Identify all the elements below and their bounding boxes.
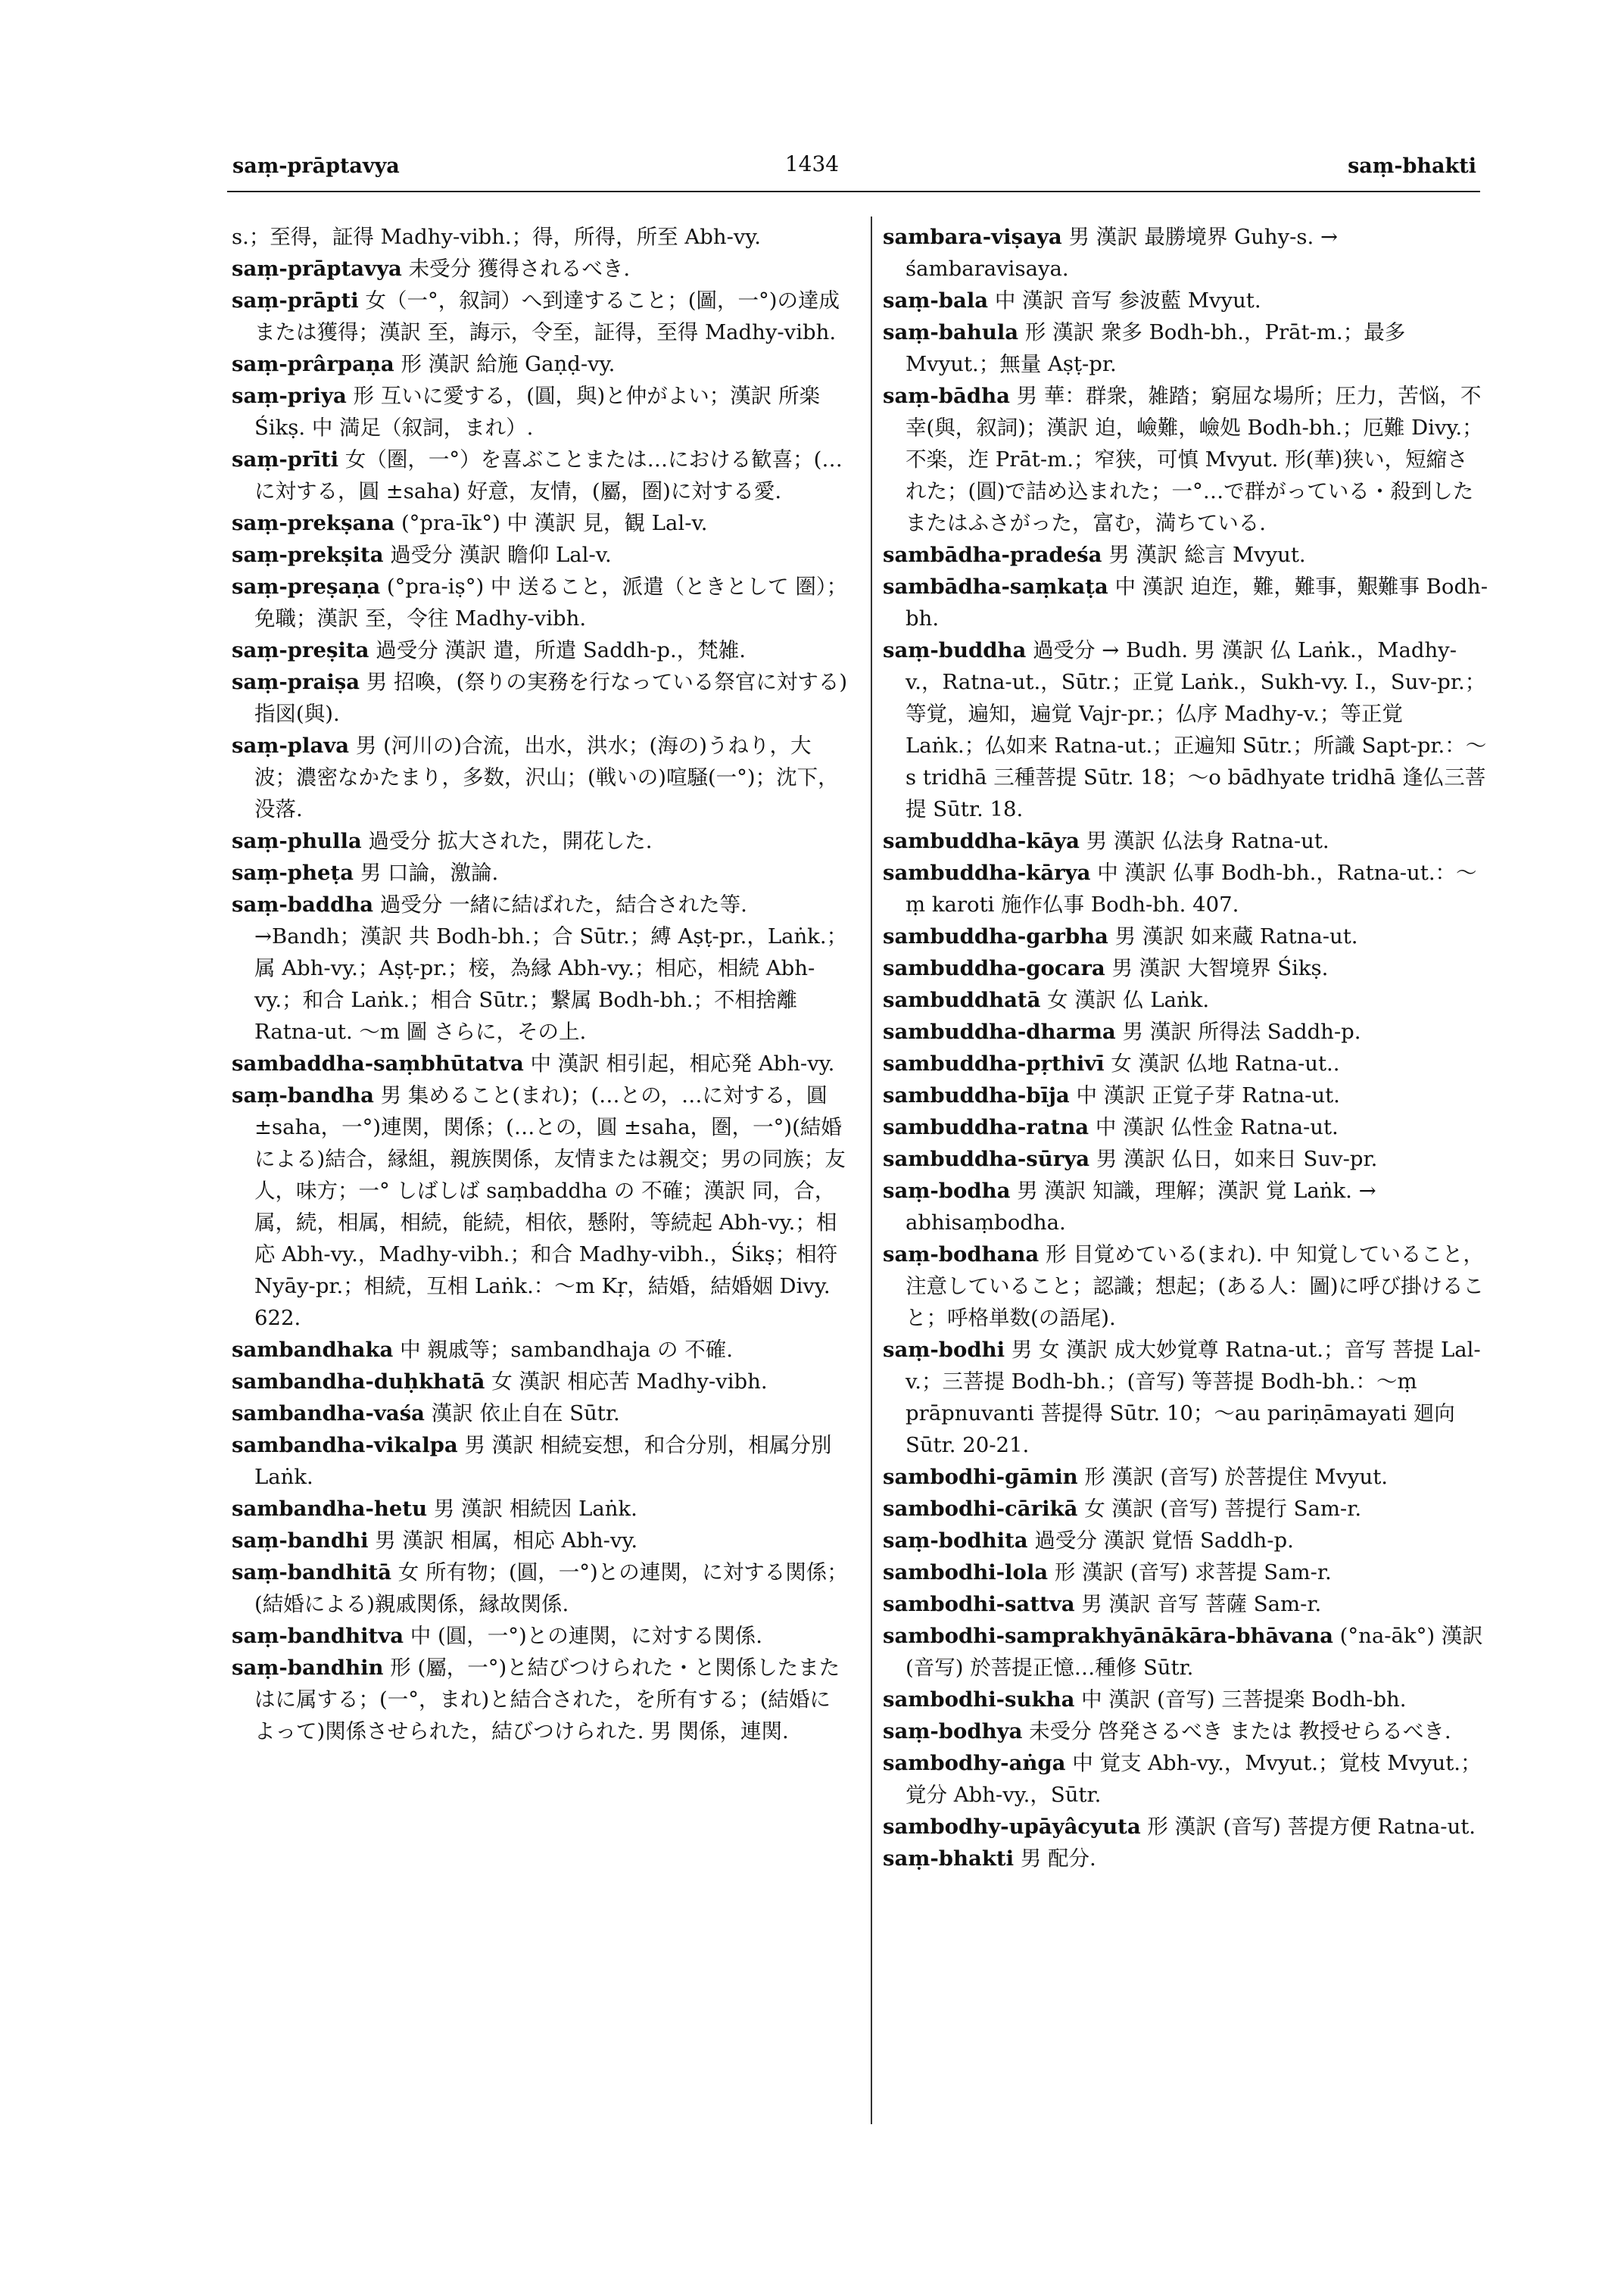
entry-definition: (°pra-iṣ°) 中 送ること，派遣（ときとして 圏）；免職；漢訳 至，令往 Madhy-vibh. [254,575,848,631]
entry-headword: sambuddha-pṛthivī [883,1051,1105,1076]
entry-definition: 女 漢訳 仏地 Ratna-ut.. [1111,1051,1340,1076]
dictionary-entry [883,857,1488,921]
entry-headword: sambodhy-aṅga [883,1751,1066,1775]
dictionary-entry [883,1493,1488,1525]
page-number: 1434 [784,151,840,176]
dictionary-entry [883,1238,1488,1334]
entry-definition: 男 漢訳 所得法 Saddh-p. [1122,1020,1361,1044]
entry-headword: saṃ-bandha [232,1083,374,1108]
entry-definition: 形 互いに愛する，(圓，與)と仲がよい；漢訳 所楽 Śikṣ. 中 満足（叙詞，まれ）. [254,384,820,440]
entry-headword: saṃ-bahula [883,320,1019,344]
dictionary-entry [232,889,851,1048]
entry-headword: sambandha-duḥkhatā [232,1369,485,1394]
entry-definition: 男 華：群衆，雑踏；窮屈な場所；圧力，苦悩，不幸(與，叙詞)；漢訳 迫，嶮難，嶮処 Bodh-bh.；厄難 Divy.；不楽，迮 Prāt-m.；窄狭，可慎 Mvyut. 形(華)狭い，短縮された；(圓)で詰め込まれた；一°…で群がっている・殺到したまたはふさがった，富む，満ちている. [906,384,1483,535]
entry-headword: sambodhi-gāmin [883,1465,1078,1489]
entry-definition: 男 口論，激論. [360,861,499,885]
entry-headword: sambara-viṣaya [883,225,1062,249]
entry-definition: 女 漢訳 仏 Laṅk. [1047,988,1210,1012]
entry-definition: 未受分 啓発さるべき または 教授せらるべき. [1029,1719,1451,1743]
dictionary-entry [883,1556,1488,1588]
dictionary-entry [883,952,1488,984]
dictionary-entry [232,1080,851,1334]
dictionary-entry [232,1493,851,1525]
entry-definition: 過受分 一緒に結ばれた，結合された等. →Bandh；漢訳 共 Bodh-bh.；合 Sūtr.；縛 Aṣṭ-pr.，Laṅk.；属 Abh-vy.；Aṣṭ-pr.；椄，為縁 Abh-vy.；相応，相続 Abh-vy.；和合 Laṅk.；相合 Sūtr.；繋属 Bodh-bh.；不相捨離 Ratna-ut. ～m 圖 さらに，その上. [254,893,848,1044]
entry-definition: (°na-āk°) 漢訳 (音写) 於菩提正憶…種修 Sūtr. [906,1624,1483,1680]
entry-headword: sambuddha-kārya [883,861,1091,885]
dictionary-entry [883,1016,1488,1048]
dictionary-entry [883,1334,1488,1461]
dictionary-entry [232,1397,851,1429]
entry-headword: sambodhi-samprakhyānākāra-bhāvana [883,1624,1333,1648]
dictionary-entry [232,1366,851,1397]
entry-headword: sambādha-pradeśa [883,543,1102,567]
entry-definition: 形 漢訳 給施 Gaṇḍ-vy. [401,352,616,376]
dictionary-entry [232,571,851,634]
dictionary-entry [883,1588,1488,1620]
header-rule [227,191,1480,192]
dictionary-entry [883,1715,1488,1747]
entry-headword: sambaddha-saṃbhūtatva [232,1051,524,1076]
entry-definition: (°pra-īk°) 中 漢訳 見，観 Lal-v. [401,511,708,535]
dictionary-entry [232,444,851,507]
entry-definition: 男 漢訳 大智境界 Śikṣ. [1111,956,1329,980]
entry-definition: 過受分 漢訳 覚悟 Saddh-p. [1034,1528,1294,1553]
dictionary-entry [883,1175,1488,1238]
entry-headword: saṃ-bhakti [883,1846,1015,1871]
dictionary-entry [883,634,1488,825]
entry-headword: sambuddha-sūrya [883,1147,1090,1171]
entry-definition: 中 (圓，一°)との連関，に対する関係. [410,1624,762,1648]
dictionary-entry [883,1080,1488,1111]
entry-definition: 男 女 漢訳 成大妙覚尊 Ratna-ut.；音写 菩提 Lal-v.；三菩提 Bodh-bh.；(音写) 等菩提 Bodh-bh.：～ṃ prāpnuvanti 菩提得 Sūtr. 10；～au pariṇāmayati 廻向 Sūtr. 20-21. [906,1338,1481,1457]
right-column [883,221,1488,1874]
dictionary-entry [883,1525,1488,1556]
entry-headword: saṃ-prāpti [232,288,359,313]
entry-headword: sambodhi-sattva [883,1592,1075,1616]
entry-headword: sambuddha-gocara [883,956,1105,980]
dictionary-entry [883,1143,1488,1175]
dictionary-entry [883,1461,1488,1493]
dictionary-entry [883,316,1488,380]
dictionary-entry [883,1843,1488,1874]
entry-definition: 女（圏，一°）を喜ぶことまたは…における歓喜；(…に対する，圓 ±saha) 好意，友情，(屬，圏)に対する愛. [254,447,843,503]
dictionary-entry [232,348,851,380]
entry-headword: saṃ-bandhitā [232,1560,392,1584]
entry-headword: saṃ-priya [232,384,347,408]
entry-definition: 中 親戚等；sambandhaja の 不確. [400,1338,734,1362]
entry-definition: 過受分 → Budh. 男 漢訳 仏 Laṅk.，Madhy-v.，Ratna-ut.，Sūtr.；正覚 Laṅk.，Sukh-vy. I.，Suv-pr.；等覚，遍知，遍覚 Vajr-pr.；仏序 Madhy-v.；等正覚 Laṅk.；仏如来 Ratna-ut.；正遍知 Sūtr.；所識 Sapt-pr.：～s tridhā 三種菩提 Sūtr. 18；～o bādhyate tridhā 逢仏三菩提 Sūtr. 18. [906,638,1487,821]
entry-definition: s.；至得，証得 Madhy-vibh.；得，所得，所至 Abh-vy. [232,225,762,249]
entry-definition: 男 集めること(まれ)；(…との，…に対する，圓 ±saha，一°)連関，関係；(…との，圓 ±saha，圏，一°)(結婚による)結合，縁組，親族関係，友情または親交；男の同族；友人，味方；一° しばしば saṃbaddha の 不確；漢訳 同，合，属，続，相属，相続，能続，相依，懸附，等続起 Abh-vy.；相応 Abh-vy.，Madhy-vibh.；和合 Madhy-vibh.，Śikṣ；相符 Nyāy-pr.；相続，互相 Laṅk.：～m Kṛ，結婚，結婚姻 Divy. 622. [254,1083,846,1330]
entry-definition: 形 漢訳 (音写) 求菩提 Sam-r. [1054,1560,1332,1584]
entry-headword: saṃ-bandhi [232,1528,369,1553]
entry-headword: saṃ-plava [232,734,350,758]
entry-definition: 中 漢訳 仏性金 Ratna-ut. [1095,1115,1339,1139]
entry-definition: 形 目覚めている(まれ). 中 知覚していること，注意していること；認識；想起；(ある人：圖)に呼び掛けること；呼格単数(の語尾). [906,1242,1484,1330]
entry-definition: 過受分 漢訳 遣，所遣 Saddh-p.，梵雑. [376,638,746,662]
left-column [232,221,851,1747]
column-divider [871,217,872,2124]
entry-definition: 男 招喚，(祭りの実務を行なっている祭官に対する)指図(與). [254,670,848,726]
entry-definition: 男 漢訳 如来蔵 Ratna-ut. [1114,924,1358,949]
entry-headword: saṃ-prīti [232,447,339,472]
entry-definition: 中 覚支 Abh-vy.，Mvyut.；覚枝 Mvyut.；覚分 Abh-vy.，Sūtr. [906,1751,1482,1807]
entry-headword: sambodhy-upāyâcyuta [883,1815,1141,1839]
entry-definition: 漢訳 依止自在 Sūtr. [431,1401,620,1425]
header-left-headword: saṃ-prāptavya [232,154,400,178]
dictionary-entry [232,1556,851,1620]
dictionary-entry [883,921,1488,952]
dictionary-entry [232,857,851,889]
entry-headword: sambuddha-dharma [883,1020,1116,1044]
dictionary-entry [232,825,851,857]
entry-definition: 男 漢訳 音写 菩薩 Sam-r. [1081,1592,1322,1616]
entry-headword: saṃ-prekṣita [232,543,384,567]
entry-definition: 過受分 拡大された，開花した. [368,829,653,853]
dictionary-entry [232,380,851,444]
dictionary-entry [883,984,1488,1016]
entry-headword: sambodhi-sukha [883,1687,1075,1712]
dictionary-entry [883,1684,1488,1715]
dictionary-entry [883,221,1488,285]
entry-headword: sambuddha-bīja [883,1083,1070,1108]
entry-definition: 男 漢訳 相属，相応 Abh-vy. [375,1528,638,1553]
entry-definition: 女（一°，叙詞）へ到達すること；(圖，一°)の達成または獲得；漢訳 至，誨示，令至，証得，至得 Madhy-vibh. [254,288,840,344]
entry-definition: 形 (屬，一°)と結びつけられた・と関係したまたはに属する；(一°，まれ)と結合された，を所有する；(結婚によって)関係させられた，結びつけられた. 男 関係，連関. [254,1656,840,1743]
entry-definition: 形 漢訳 (音写) 於菩提住 Mvyut. [1084,1465,1389,1489]
entry-definition: 男 漢訳 仏日，如来日 Suv-pr. [1096,1147,1378,1171]
entry-definition: 形 漢訳 (音写) 菩提方便 Ratna-ut. [1147,1815,1476,1839]
dictionary-entry [232,634,851,666]
entry-definition: 男 漢訳 仏法身 Ratna-ut. [1086,829,1329,853]
entry-definition: 男 (河川の)合流，出水，洪水；(海の)うねり，大波；濃密なかたまり，多数，沢山；(戦いの)喧騒(一°)；沈下，没落. [254,734,839,821]
dictionary-entry [232,730,851,825]
dictionary-entry [232,507,851,539]
entry-headword: sambuddha-garbha [883,924,1108,949]
dictionary-entry [883,571,1488,634]
entry-headword: saṃ-prāptavya [232,257,402,281]
entry-headword: saṃ-phulla [232,829,362,853]
dictionary-entry [883,825,1488,857]
dictionary-entry [883,539,1488,571]
dictionary-entry [232,221,851,253]
entry-headword: sambādha-saṃkaṭa [883,575,1108,599]
entry-headword: saṃ-pheṭa [232,861,354,885]
entry-headword: saṃ-bodha [883,1179,1011,1203]
entry-definition: 男 漢訳 知識，理解；漢訳 覚 Laṅk. → abhisaṃbodha. [906,1179,1376,1235]
entry-headword: sambuddhatā [883,988,1041,1012]
dictionary-entry [883,380,1488,539]
entry-definition: 過受分 漢訳 瞻仰 Lal-v. [390,543,612,567]
dictionary-entry [883,1811,1488,1843]
dictionary-entry [232,1620,851,1652]
entry-definition: 中 漢訳 正覚子芽 Ratna-ut. [1076,1083,1340,1108]
entry-headword: saṃ-baddha [232,893,374,917]
entry-definition: 男 漢訳 総言 Mvyut. [1108,543,1306,567]
dictionary-entry [232,1334,851,1366]
entry-headword: sambandhaka [232,1338,394,1362]
entry-headword: sambandha-hetu [232,1497,428,1521]
dictionary-entry [883,1048,1488,1080]
dictionary-entry [883,1620,1488,1684]
entry-headword: saṃ-bodhana [883,1242,1040,1266]
dictionary-entry [232,1652,851,1747]
entry-headword: saṃ-prekṣana [232,511,395,535]
dictionary-entry [232,253,851,285]
entry-headword: sambandha-vikalpa [232,1433,458,1457]
entry-definition: 女 漢訳 相応苦 Madhy-vibh. [491,1369,768,1394]
entry-headword: saṃ-bala [883,288,989,313]
entry-definition: 未受分 獲得されるべき. [408,257,631,281]
entry-headword: saṃ-bandhitva [232,1624,404,1648]
entry-headword: sambuddha-kāya [883,829,1080,853]
entry-headword: sambodhi-lola [883,1560,1049,1584]
dictionary-entry [232,285,851,348]
entry-headword: saṃ-bodhita [883,1528,1028,1553]
entry-definition: 中 漢訳 相引起，相応発 Abh-vy. [530,1051,835,1076]
dictionary-entry [883,1747,1488,1811]
entry-headword: saṃ-prârpaṇa [232,352,394,376]
dictionary-entry [232,1429,851,1493]
entry-definition: 形 漢訳 衆多 Bodh-bh.，Prāt-m.；最多 Mvyut.；無量 Aṣṭ-pr. [906,320,1406,376]
entry-definition: 中 漢訳 迫迮，難，難事，艱難事 Bodh-bh. [906,575,1488,631]
entry-definition: 女 所有物；(圓，一°)との連関，に対する関係；(結婚による)親戚関係，縁故関係. [254,1560,848,1616]
entry-definition: 男 漢訳 相続因 Laṅk. [433,1497,637,1521]
entry-headword: saṃ-preṣaṇa [232,575,381,599]
entry-headword: saṃ-buddha [883,638,1027,662]
entry-headword: saṃ-preṣita [232,638,369,662]
entry-headword: saṃ-bandhin [232,1656,384,1680]
entry-definition: 男 配分. [1020,1846,1096,1871]
entry-headword: saṃ-bodhya [883,1719,1023,1743]
dictionary-entry [232,1048,851,1080]
entry-definition: 男 漢訳 相続妄想，和合分別，相属分別 Laṅk. [254,1433,832,1489]
dictionary-entry [232,666,851,730]
entry-headword: sambuddha-ratna [883,1115,1089,1139]
entry-headword: saṃ-bādha [883,384,1010,408]
entry-definition: 女 漢訳 (音写) 菩提行 Sam-r. [1084,1497,1362,1521]
entry-headword: sambodhi-cārikā [883,1497,1078,1521]
entry-headword: sambandha-vaśa [232,1401,425,1425]
entry-headword: saṃ-bodhi [883,1338,1005,1362]
entry-definition: 男 漢訳 最勝境界 Guhy-s. → śambaravisaya. [906,225,1339,281]
entry-headword: saṃ-praiṣa [232,670,360,694]
entry-definition: 中 漢訳 仏事 Bodh-bh.，Ratna-ut.：～ṃ karoti 施作仏事 Bodh-bh. 407. [906,861,1477,917]
dictionary-entry [883,285,1488,316]
header-right-headword: saṃ-bhakti [1348,154,1476,178]
dictionary-entry [232,539,851,571]
dictionary-entry [883,1111,1488,1143]
entry-definition: 中 漢訳 (音写) 三菩提楽 Bodh-bh. [1081,1687,1407,1712]
entry-definition: 中 漢訳 音写 参波藍 Mvyut. [994,288,1261,313]
dictionary-entry [232,1525,851,1556]
